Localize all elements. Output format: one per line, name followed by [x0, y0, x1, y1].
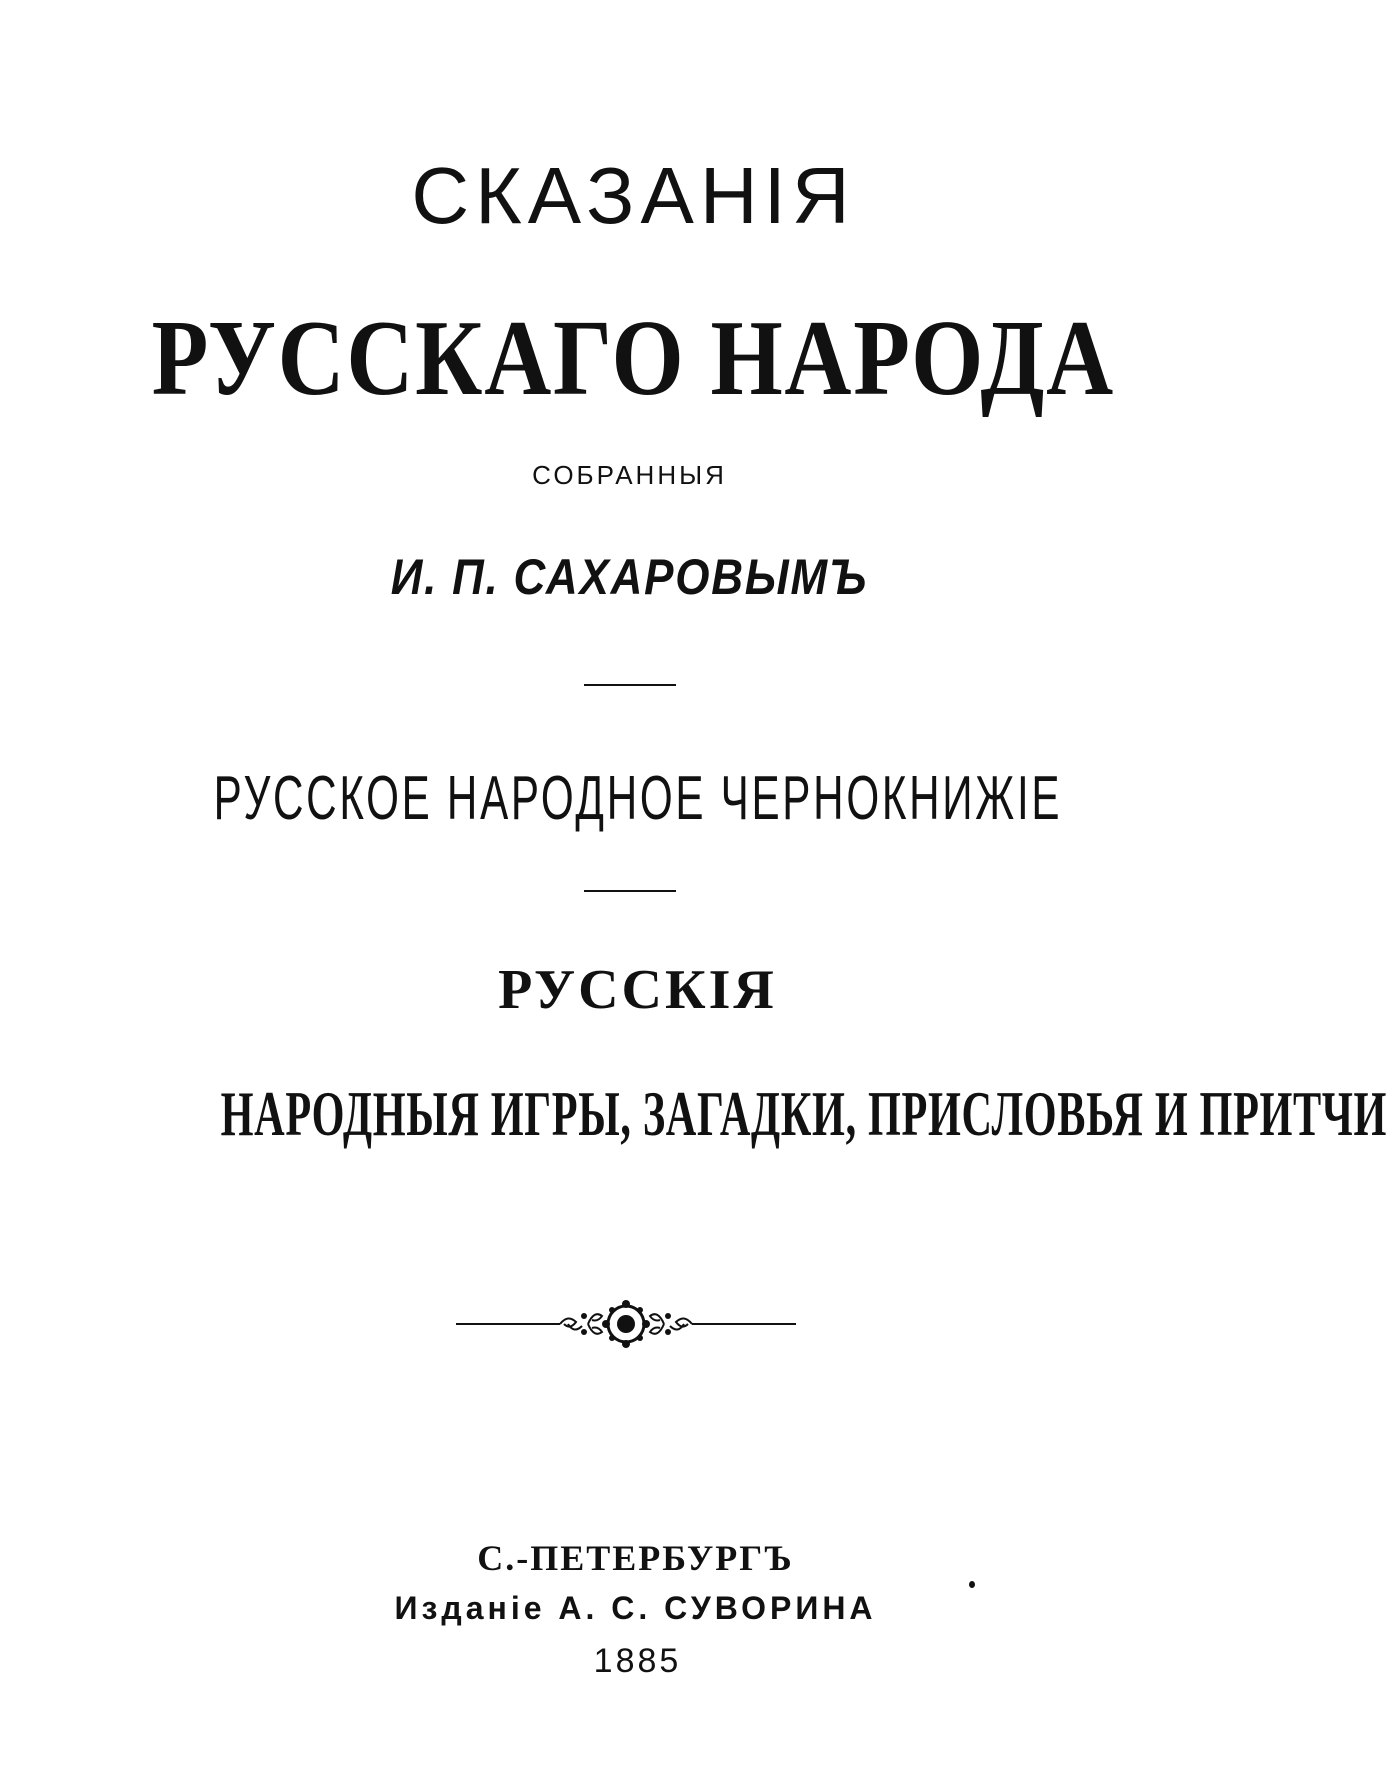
ink-speck	[969, 1581, 975, 1588]
author-name: И. П. САХАРОВЫМЪ	[390, 549, 869, 605]
imprint-city: С.-ПЕТЕРБУРГЪ	[477, 1538, 794, 1578]
collected-by-label: СОБРАННЫЯ	[532, 460, 727, 490]
divider-rule-middle	[584, 890, 676, 892]
imprint-publisher: Изданіе А. С. СУВОРИНА	[394, 1590, 877, 1626]
section-title-russkiya: РУССКІЯ	[498, 959, 777, 1021]
section-title-chernoknizhie: РУССКОЕ НАРОДНОЕ ЧЕРНОКНИЖІЕ	[213, 764, 1063, 833]
fleuron-ornament-icon	[456, 1296, 796, 1352]
book-title-line-2: РУССКАГО НАРОДА	[151, 299, 1115, 418]
imprint-year: 1885	[593, 1642, 682, 1680]
divider-rule-top	[584, 684, 676, 686]
section-subtitle-games-riddles: НАРОДНЫЯ ИГРЫ, ЗАГАДКИ, ПРИСЛОВЬЯ И ПРИТЧИ	[220, 1078, 1387, 1149]
book-title-line-1: СКАЗАНІЯ	[411, 151, 856, 240]
